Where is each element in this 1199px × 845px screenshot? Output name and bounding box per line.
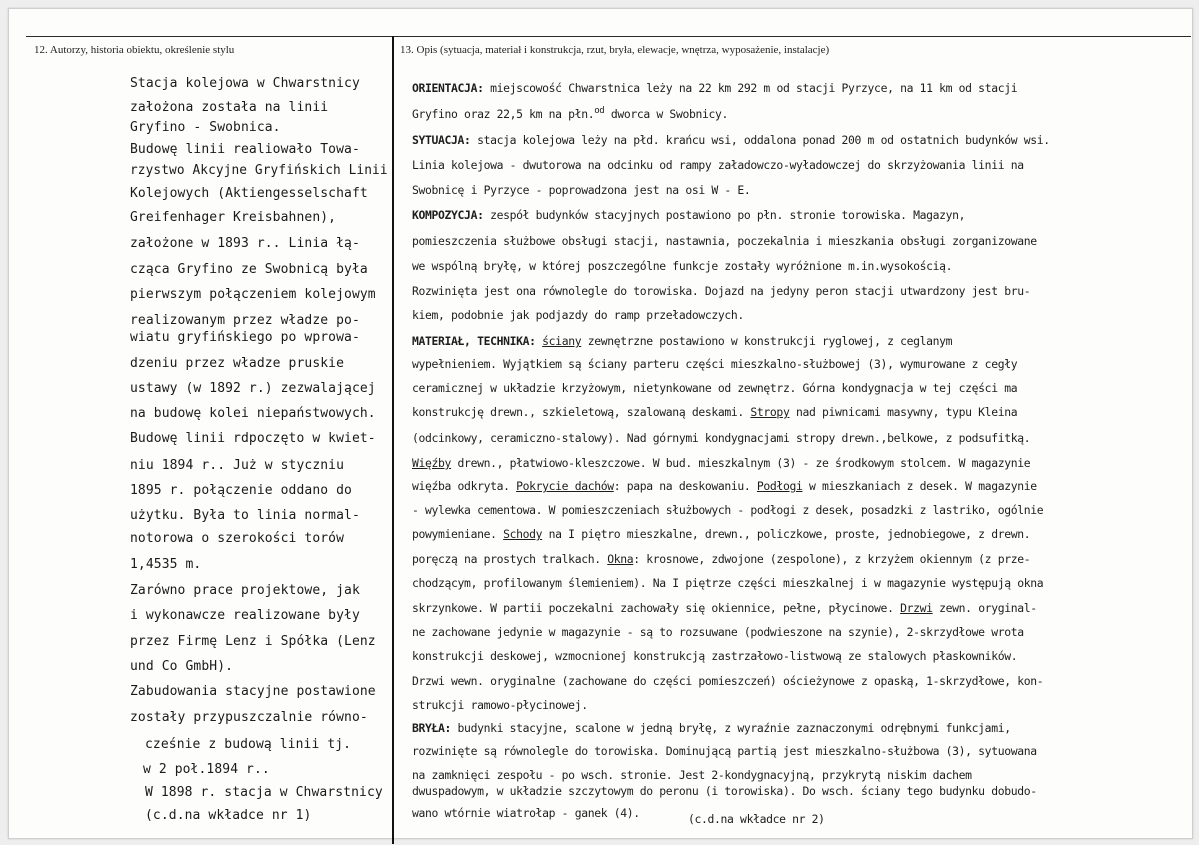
continuation-note-right: (c.d.na wkładce nr 2)	[688, 812, 825, 826]
desc-line: SYTUACJA: stacja kolejowa leży na płd. krańcu wsi, oddalona ponad 200 m od ostatnich budynków wsi.	[412, 133, 1050, 147]
history-line: notorowa o szerokości torów	[130, 531, 345, 546]
section-label-bryla: BRYŁA:	[412, 721, 452, 735]
history-line: Greifenhager Kreisbahnen),	[130, 210, 337, 225]
history-line: cześnie z budową linii tj.	[145, 737, 352, 752]
desc-line: chodzącym, profilowanym ślemieniem). Na I piętrze części mieszkalnej i w magazynie występują okna	[412, 576, 1044, 590]
history-line: Gryfino - Swobnica.	[130, 120, 281, 135]
history-line: realizowanym przez władze po-	[130, 313, 360, 328]
desc-line: BRYŁA: budynki stacyjne, scalone w jedną bryłę, z wyraźnie zaznaczonymi odrębnymi funkcjami,	[412, 721, 1011, 735]
history-line: dzeniu przez władze pruskie	[130, 356, 345, 371]
desc-line: ne zachowane jedynie w magazynie - są to rozsuwane (podwieszone na szynie), 2-skrzydłowe wrota	[412, 625, 1024, 639]
desc-line: konstrukcję drewn., szkieletową, szalowaną deskami. Stropy nad piwnicami masywny, typu Kleina	[412, 405, 1018, 419]
desc-line: Gryfino oraz 22,5 km na płn.$^{od}$ dworca w Swobnicy.	[412, 106, 729, 121]
history-line: przez Firmę Lenz i Spółka (Lenz	[130, 634, 376, 649]
history-line: und Co GmbH).	[130, 659, 234, 674]
history-line: Budowę linii realiowało Towa-	[130, 142, 360, 157]
desc-line: wano wtórnie wiatrołap - ganek (4).	[412, 806, 640, 820]
desc-line: więźba odkryta. Pokrycie dachów: papa na deskowaniu. Podłogi w mieszkaniach z desek. W magazynie	[412, 479, 1037, 493]
history-line: wiatu gryfińskiego po wprowa-	[130, 330, 360, 345]
history-line: Kolejowych (Aktiengesselschaft	[130, 186, 368, 201]
history-line: Budowę linii rdpoczęto w kwiet-	[130, 431, 376, 446]
history-line: w 2 poł.1894 r..	[143, 762, 270, 777]
desc-line: Drzwi wewn. oryginalne (zachowane do części pomieszczeń) ościeżynowe z opaską, 1-skrzydłowe, kon-	[412, 674, 1044, 688]
history-line: niu 1894 r.. Już w styczniu	[130, 458, 345, 473]
desc-line: powymieniane. Schody na I piętro mieszkalne, drewn., policzkowe, proste, jednobiegowe, z drewn.	[412, 527, 1031, 541]
section-label-orientacja: ORIENTACJA:	[412, 81, 484, 95]
history-line: założone w 1893 r.. Linia łą-	[130, 236, 360, 251]
desc-line: na zamknięci zespołu - po wsch. stronie. Jest 2-kondygnacyjną, przykrytą niskim dachem	[412, 768, 972, 782]
desc-line: Więźby drewn., płatwiowo-kleszczowe. W bud. mieszkalnym (3) - ze środkowym stolcem. W magazynie	[412, 456, 1031, 470]
desc-line: wypełnieniem. Wyjątkiem są ściany parteru części mieszkalno-służbowej (3), wymurowane z cegły	[412, 357, 1018, 371]
section-label-kompozycja: KOMPOZYCJA:	[412, 208, 484, 222]
desc-line: Rozwinięta jest ona równolegle do torowiska. Dojazd na jedyny peron stacji utwardzony jest bru-	[412, 284, 1031, 298]
history-line: W 1898 r. stacja w Chwarstnicy	[145, 785, 383, 800]
history-line: na budowę kolei niepaństwowych.	[130, 406, 376, 421]
history-line: rzystwo Akcyjne Gryfińskich Linii	[130, 163, 388, 178]
desc-line: we wspólną bryłę, w której poszczególne funkcje zostały wyróżnione m.in.wysokością.	[412, 259, 953, 273]
desc-line: Linia kolejowa - dwutorowa na odcinku od rampy załadowczo-wyładowczej do skrzyżowania linii na	[412, 158, 1024, 172]
section-label-material: MATERIAŁ, TECHNIKA:	[412, 334, 536, 348]
desc-line: kiem, podobnie jak podjazdy do ramp przeładowczych.	[412, 308, 744, 322]
left-column-header: 12. Autorzy, historia obiektu, określenie stylu	[34, 44, 235, 56]
desc-line: ORIENTACJA: miejscowość Chwarstnica leży na 22 km 292 m od stacji Pyrzyce, na 11 km od stacji	[412, 81, 1018, 95]
desc-line: dwuspadowym, w układzie szczytowym do peronu (i torowiska). Do wsch. ściany tego budynku dobudo-	[412, 784, 1037, 798]
history-line: Zarówno prace projektowe, jak	[130, 583, 360, 598]
desc-line: konstrukcji deskowej, wzmocnionej konstrukcją zastrzałowo-listwową ze stalowych płaskowników.	[412, 649, 1018, 663]
history-line: zostały przypuszczalnie równo-	[130, 710, 368, 725]
section-label-sytuacja: SYTUACJA:	[412, 133, 471, 147]
desc-line: poręczą na prostych tralkach. Okna: krosnowe, zdwojone (zespolone), z krzyżem okiennym (z prze-	[412, 552, 1031, 566]
history-line: ustawy (w 1892 r.) zezwalającej	[130, 381, 376, 396]
desc-line: - wylewka cementowa. W pomieszczeniach służbowych - podłogi z desek, posadzki z lastriko, ogólnie	[412, 503, 1044, 517]
desc-line: ceramicznej w układzie krzyżowym, nietynkowane od zewnętrz. Górna kondygnacja w tej części ma	[412, 381, 1018, 395]
history-line: pierwszym połączeniem kolejowym	[130, 287, 376, 302]
desc-line: strukcji ramowo-płycinowej.	[412, 698, 588, 712]
history-line: i wykonawcze realizowane były	[130, 608, 360, 623]
history-line: założona została na linii	[130, 100, 329, 115]
desc-line: (odcinkowy, ceramiczno-stalowy). Nad górnymi kondygnacjami stropy drewn.,belkowe, z podsufitką.	[412, 431, 1031, 445]
history-line: użytku. Była to linia normal-	[130, 508, 360, 523]
history-line: Zabudowania stacyjne postawione	[130, 684, 376, 699]
desc-line: pomieszczenia służbowe obsługi stacji, nastawnia, poczekalnia i mieszkania obsługi zorganizowane	[412, 234, 1037, 248]
desc-line: Swobnicę i Pyrzyce - poprowadzona jest na osi W - E.	[412, 183, 751, 197]
history-line: Stacja kolejowa w Chwarstnicy	[130, 76, 360, 91]
history-line: (c.d.na wkładce nr 1)	[145, 808, 312, 823]
right-column-header: 13. Opis (sytuacja, materiał i konstrukcja, rzut, bryła, elewacje, wnętrza, wyposażenie, instalacje)	[400, 44, 830, 56]
history-line: 1,4535 m.	[130, 557, 202, 572]
desc-line: skrzynkowe. W partii poczekalni zachowały się okiennice, pełne, płycinowe. Drzwi zewn. oryginal-	[412, 601, 1037, 615]
history-line: cząca Gryfino ze Swobnicą była	[130, 262, 368, 277]
desc-line: MATERIAŁ, TECHNIKA: ściany zewnętrzne postawiono w konstrukcji ryglowej, z ceglanym	[412, 334, 953, 348]
desc-line: KOMPOZYCJA: zespół budynków stacyjnych postawiono po płn. stronie torowiska. Magazyn,	[412, 208, 966, 222]
history-line: 1895 r. połączenie oddano do	[130, 483, 352, 498]
desc-line: rozwinięte są równolegle do torowiska. Dominującą partią jest mieszkalno-służbowa (3), sytuowana	[412, 744, 1037, 758]
